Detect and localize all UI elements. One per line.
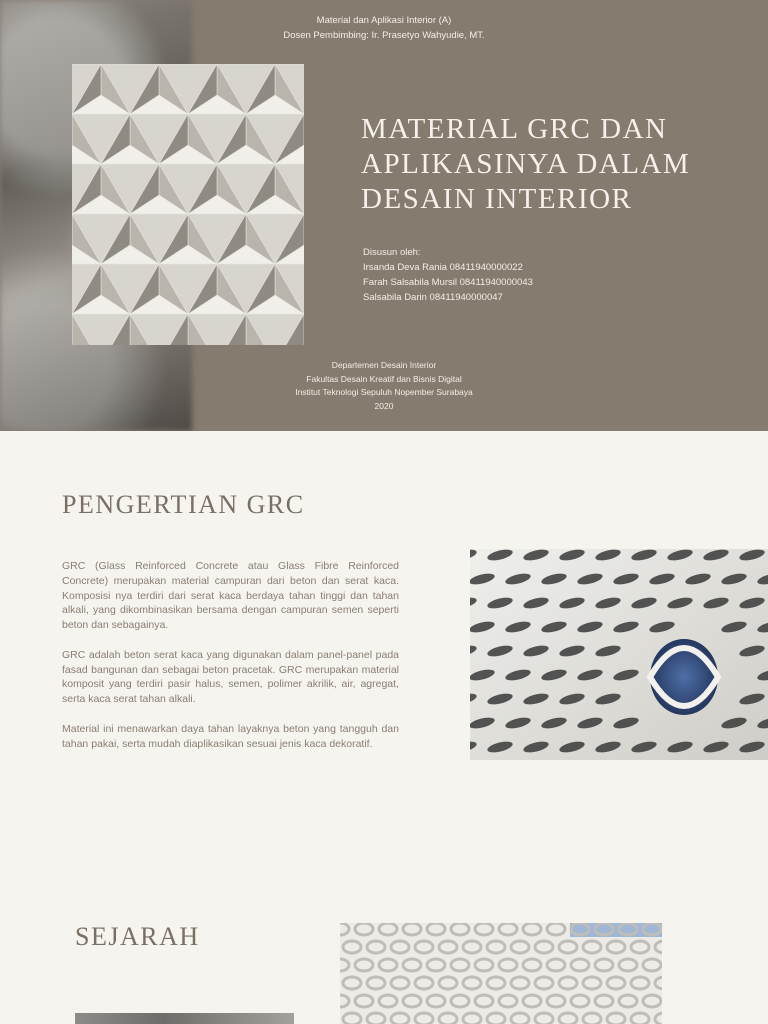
faculty-name: Fakultas Desain Kreatif dan Bisnis Digital — [306, 373, 462, 384]
grc-facade-photo — [470, 549, 768, 760]
sejarah-photo — [75, 1013, 294, 1024]
institute-name: Institut Teknologi Sepuluh Nopember Surabaya — [295, 387, 473, 397]
year: 2020 — [374, 400, 394, 411]
grc-screen-facade-photo — [340, 923, 662, 1024]
cover-section — [0, 0, 768, 431]
paragraph: GRC adalah beton serat kaca yang digunakan dalam panel-panel pada fasad bangunan dan sebagai beton pracetak. GRC merupakan material komposit yang terdiri pasir halus, semen, polimer akrilik, air, agregat, serta kaca serat tahan alkali. — [62, 648, 399, 706]
author-entry: Irsanda Deva Rania 08411940000022 — [363, 262, 523, 273]
pengertian-heading: PENGERTIAN GRC — [62, 490, 305, 519]
paragraph: GRC (Glass Reinforced Concrete atau Glass Fibre Reinforced Concrete) merupakan material campuran dari beton dan serat kaca. Komposisi nya terdiri dari serat kaca berdaya tahan tinggi dan tahan alkali, yang dikombinasikan bersama dengan campuran semen seperti beton dan sebagainya. — [62, 560, 399, 632]
author-entry: Salsabila Darin 08411940000047 — [363, 292, 503, 303]
cover-course-info — [192, 13, 576, 43]
cover-authors — [363, 245, 663, 305]
cover-grc-triangle-photo — [72, 64, 304, 345]
cover-department — [192, 359, 576, 413]
course-name: Material dan Aplikasi Interior (A) — [316, 15, 452, 26]
department-name: Departemen Desain Interior — [331, 360, 437, 370]
title-line: MATERIAL GRC DAN — [361, 113, 668, 145]
paragraph: Material ini menawarkan daya tahan layaknya beton yang tangguh dan tahan pakai, serta mudah diaplikasikan sesuai jenis kaca dekoratif. — [62, 722, 399, 750]
sejarah-heading: SEJARAH — [75, 922, 200, 951]
title-line: DESAIN INTERIOR — [361, 183, 633, 215]
author-entry: Farah Salsabila Mursil 08411940000043 — [363, 277, 533, 288]
lecturer-name: Dosen Pembimbing: Ir. Prasetyo Wahyudie, MT. — [283, 30, 485, 41]
pengertian-body — [62, 559, 399, 766]
cover-title — [361, 112, 761, 217]
authors-label: Disusun oleh: — [363, 247, 421, 258]
title-line: APLIKASINYA DALAM — [361, 148, 691, 180]
